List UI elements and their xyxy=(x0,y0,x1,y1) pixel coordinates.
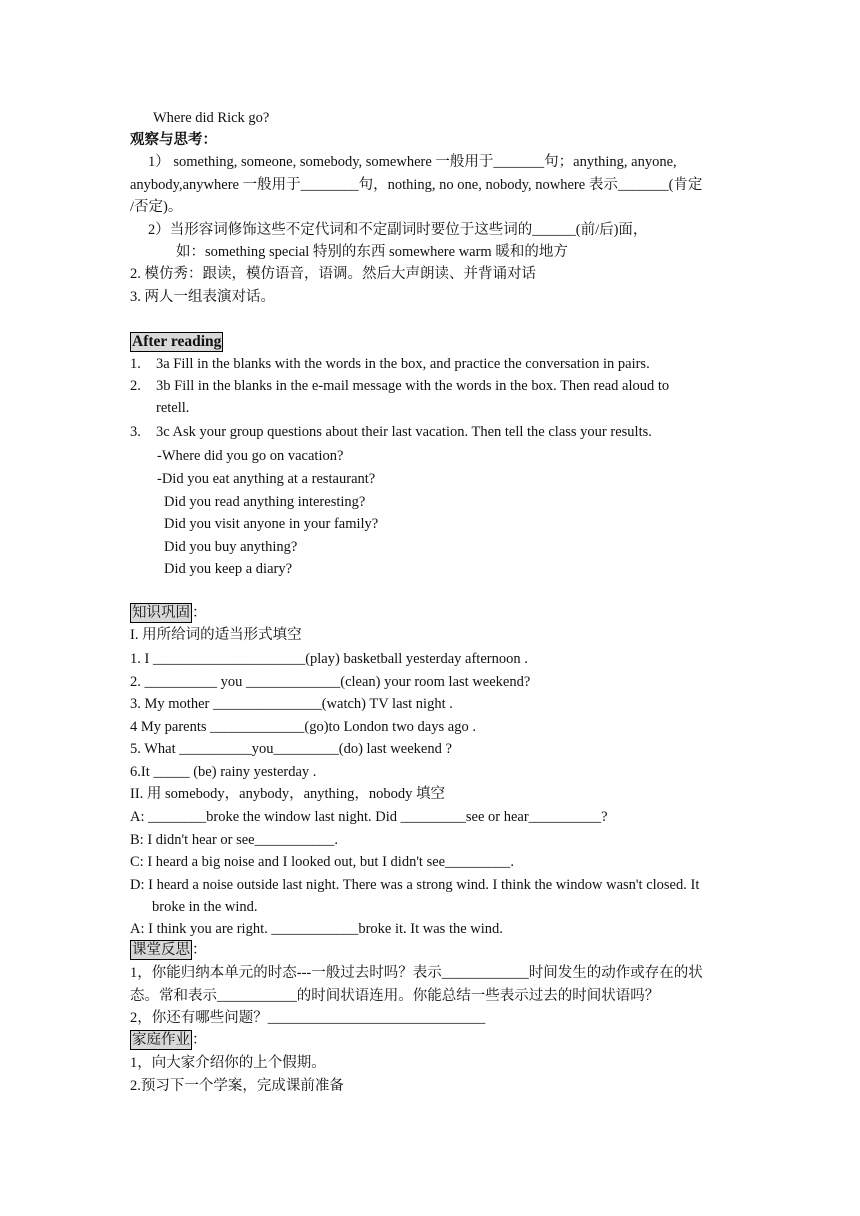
part-2-title: II. 用 somebody，anybody，anything，nobody 填空 xyxy=(130,786,445,802)
after-reading-item-2-cont: retell. xyxy=(156,400,190,416)
dialogue-line: A: I think you are right. ____________broke it. It was the wind. xyxy=(130,921,503,937)
reflection-line-2: 态。常和表示___________的时间状语连用。你能总结一些表示过去的时间状语吗？ xyxy=(130,988,660,1004)
consolidation-title: 知识巩固 xyxy=(132,605,190,621)
exercise-item: 1. I _____________________(play) basketball yesterday afternoon . xyxy=(130,651,528,667)
after-reading-title: After reading xyxy=(132,333,222,350)
reflection-heading: 课堂反思 ： xyxy=(132,942,207,958)
step-3-role-play: 3. 两人一组表演对话。 xyxy=(130,289,275,305)
dialogue-line: B: I didn't hear or see___________. xyxy=(130,832,338,848)
after-reading-heading xyxy=(130,331,223,354)
observation-2-line-1: 2）当形容词修饰这些不定代词和不定副词时要位于这些词的______(前/后)面， xyxy=(148,222,648,238)
after-reading-item-2: 2. 3b Fill in the blanks in the e-mail message with the words in the box. Then read aloud to xyxy=(130,378,670,394)
vacation-question: Did you read anything interesting? xyxy=(164,494,366,510)
dialogue-line: C: I heard a big noise and I looked out, but I didn't see_________. xyxy=(130,854,514,870)
vacation-question: Did you keep a diary? xyxy=(164,561,293,577)
exercise-item: 3. My mother _______________(watch) TV last night . xyxy=(130,696,453,712)
dialogue-line: D: I heard a noise outside last night. There was a strong wind. I think the window wasn't closed. It xyxy=(130,877,700,893)
homework-heading: 家庭作业 ： xyxy=(132,1032,207,1048)
step-2-imitation: 2. 模仿秀：跟读，模仿语音，语调。然后大声朗读、并背诵对话 xyxy=(130,266,536,282)
part-1-title: I. 用所给词的适当形式填空 xyxy=(130,627,302,643)
observation-1-line-2: anybody,anywhere 一般用于________句，nothing, no one, nobody, nowhere 表示_______(肯定 xyxy=(130,177,703,193)
reflection-line-1: 1，你能归纳本单元的时态---一般过去时吗？表示____________时间发生的动作或存在的状 xyxy=(130,965,703,981)
homework-line-1: 1，向大家介绍你的上个假期。 xyxy=(130,1055,326,1071)
homework-line-2: 2.预习下一个学案，完成课前准备 xyxy=(130,1078,344,1094)
homework-title: 家庭作业 xyxy=(132,1032,190,1048)
exercise-item: 5. What __________you_________(do) last weekend ? xyxy=(130,741,452,757)
exercise-item: 6.It _____ (be) rainy yesterday . xyxy=(130,764,317,780)
dialogue-line: A: ________broke the window last night. Did _________see or hear__________? xyxy=(130,809,608,825)
observe-heading: 观察与思考： xyxy=(130,132,217,148)
vacation-question: -Where did you go on vacation? xyxy=(157,448,344,464)
observation-1-line-3: /否定)。 xyxy=(130,199,183,215)
observation-2-example: 如：something special 特别的东西 somewhere warm 暖和的地方 xyxy=(176,244,568,260)
reflection-title: 课堂反思 xyxy=(132,942,190,958)
vacation-question: -Did you eat anything at a restaurant? xyxy=(157,471,376,487)
after-reading-item-3: 3. 3c Ask your group questions about their last vacation. Then tell the class your results. xyxy=(130,424,652,440)
reading-question: Where did Rick go? xyxy=(153,110,270,126)
reflection-line-3: 2，你还有哪些问题？______________________________ xyxy=(130,1010,486,1026)
vacation-question: Did you visit anyone in your family? xyxy=(164,516,379,532)
exercise-item: 2. __________ you _____________(clean) your room last weekend? xyxy=(130,674,531,690)
after-reading-item-1: 1. 3a Fill in the blanks with the words in the box, and practice the conversation in pairs. xyxy=(130,356,650,372)
dialogue-line-cont: broke in the wind. xyxy=(152,899,258,915)
observation-1-line-1: 1） something, someone, somebody, somewhere 一般用于_______句；anything, anyone, xyxy=(148,154,677,170)
vacation-question: Did you buy anything? xyxy=(164,539,298,555)
consolidation-heading: 知识巩固 ： xyxy=(132,605,207,621)
exercise-item: 4 My parents _____________(go)to London two days ago . xyxy=(130,719,476,735)
